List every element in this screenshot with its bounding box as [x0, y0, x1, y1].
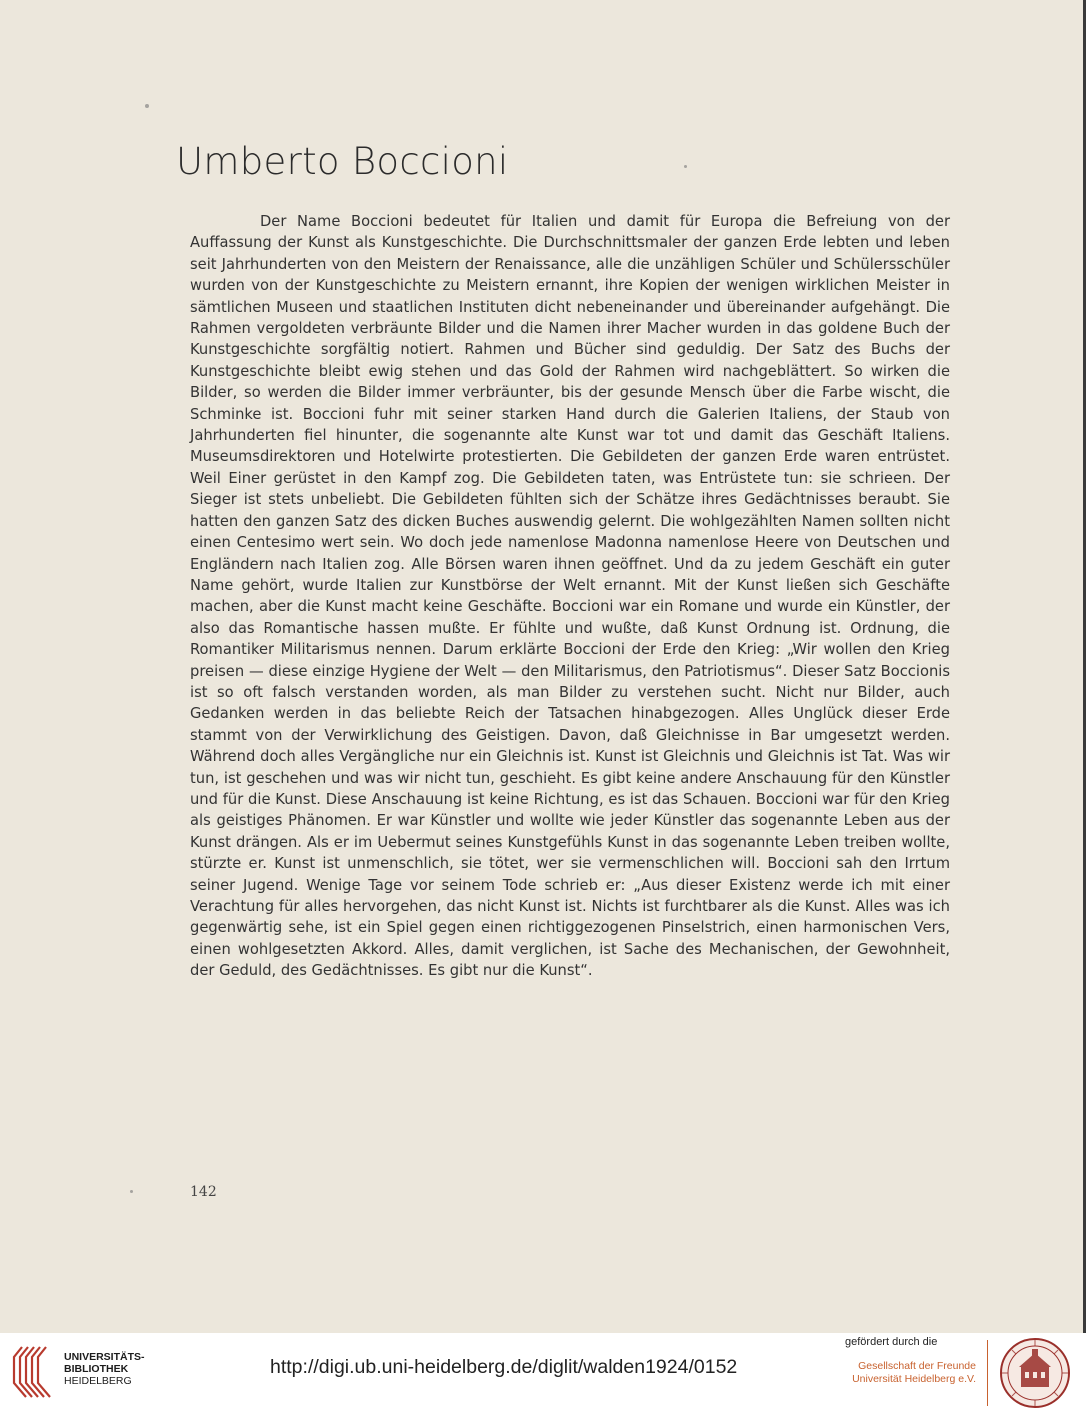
page-number: 142 [190, 1184, 217, 1200]
ub-heidelberg-logo[interactable] [12, 1343, 56, 1403]
library-line-1: UNIVERSITÄTS- [64, 1351, 145, 1363]
scan-speck [130, 1190, 133, 1193]
university-seal-icon[interactable] [999, 1337, 1071, 1409]
scan-speck [145, 104, 149, 108]
library-line-2: BIBLIOTHEK [64, 1363, 129, 1375]
sponsor-line-2: Universität Heidelberg e.V. [852, 1373, 976, 1385]
sponsor-line-1: Gesellschaft der Freunde [858, 1360, 976, 1372]
permalink-url[interactable]: http://digi.ub.uni-heidelberg.de/diglit/walden1924/0152 [270, 1356, 738, 1378]
article-body: Der Name Boccioni bedeutet für Italien und damit für Europa die Befreiung von der Auffassung der Kunst als Kunstgeschichte. Die Durchschnittsmaler der ganzen Erde lebten und leben seit Jahrhunderten von den Meistern der Renaissance, alle die unzähligen Schüler und Schülersschüler wurden von der Kunstgeschichte zu Meistern ernannt, ihre Kopien der wenigen wirklichen Meister in sämtlichen Museen und staatlichen Instituten dicht nebeneinander und übereinander aufgehängt. Die Rahmen vergoldeten verbräunte Bilder und die Namen ihrer Macher wurden in das goldene Buch der Kunstgeschichte sorgfältig notiert. Rahmen und Bücher sind geduldig. Der Satz des Buchs der Kunstgeschichte bleibt ewig stehen und das Gold der Rahmen wird nachgeblättert. So wirken die Bilder, so werden die Bilder immer verbräunter, bis der gesunde Mensch über die Farbe wischt, die Schminke ist. Boccioni fuhr mit seiner starken Hand durch die Galerien Italiens, der Staub von Jahrhunderten fiel hinunter, die sogenannte alte Kunst war tot und damit das Geschäft Italiens. Museumsdirektoren und Hotelwirte protestierten. Die Gebildeten der ganzen Erde waren entrüstet. Weil Einer gerüstet in den Kampf zog. Die Gebildeten taten, was Entrüstete tun: sie schrieen. Der Sieger ist stets unbeliebt. Die Gebildeten fühlten sich der Schätze ihres Gedächtnisses beraubt. Sie hatten den ganzen Satz des dicken Buches auswendig gelernt. Die wohlgezählten Namen sollten nicht einen Centesimo wert sein. Wo doch jede namenlose Madonna namenlose Heere von Deutschen und Engländern nach Italien zog. Alle Börsen waren ihnen geöffnet. Und da zu jedem Geschäft ein guter Name gehört, wurde Italien zur Kunstbörse der Welt ernannt. Mit der Kunst ließen sich Geschäfte machen, aber die Kunst macht keine Geschäfte. Boccioni war ein Romane und wurde ein Künstler, der also das Romantische hassen mußte. Er fühlte und wußte, daß Kunst Ordnung ist. Ordnung, die Romantiker Militarismus nennen. Darum erklärte Boccioni der Erde den Krieg: „Wir wollen den Krieg preisen — diese einzige Hygiene der Welt — den Militarismus, den Patriotismus“. Dieser Satz Boccionis ist so oft falsch verstanden worden, als man Bilder zu verstehen sucht. Nicht nur Bilder, auch Gedanken werden in das beliebte Reich der Tatsachen hinabgezogen. Alles Unglück dieser Erde stammt von der Verwirklichung des Geistigen. Davon, daß Gleichnisse in Bar umgesetzt werden. Während doch alles Vergängliche nur ein Gleichnis ist. Kunst ist Gleichnis und Gleichnis ist Tat. Was wir tun, ist geschehen und was wir nicht tun, geschieht. Es gibt keine andere Anschauung für den Künstler und für die Kunst. Diese Anschauung ist keine Richtung, es ist das Schauen. Boccioni war für den Krieg als geistiges Phänomen. Er war Künstler und wollte wie jeder Künstler das sogenannte Leben aus der Kunst drängen. Als er im Uebermut seines Kunstgefühls Kunst in das sogenannte Leben treiben wollte, stürzte er. Kunst ist unmenschlich, sie tötet, wer sie vermenschlichen will. Boccioni sah den Irrtum seiner Jugend. Wenige Tage vor seinem Tode schrieb er: „Aus dieser Existenz werde ich mit einer Verachtung für alles hervorgehen, das nicht Kunst ist. Nichts ist furchtbarer als die Kunst. Alles was ich gegenwärtig sehe, ist ein Spiel gegen einen richtiggezogenen Pinselstrich, einen harmonischen Vers, einen wohlgesetzten Akkord. Alles, damit verglichen, ist Sache des Mechanischen, der Gewohnheit, der Geduld, des Gedächtnisses. Es gibt nur die Kunst“. [190, 213, 950, 980]
library-line-3: HEIDELBERG [64, 1375, 132, 1387]
sponsor-name[interactable] [840, 1360, 976, 1386]
page-title: Umberto Boccioni [176, 140, 509, 183]
scan-speck [684, 165, 687, 168]
sponsor-divider [987, 1340, 988, 1406]
library-name [64, 1351, 145, 1387]
sponsor-label: gefördert durch die [845, 1336, 938, 1348]
